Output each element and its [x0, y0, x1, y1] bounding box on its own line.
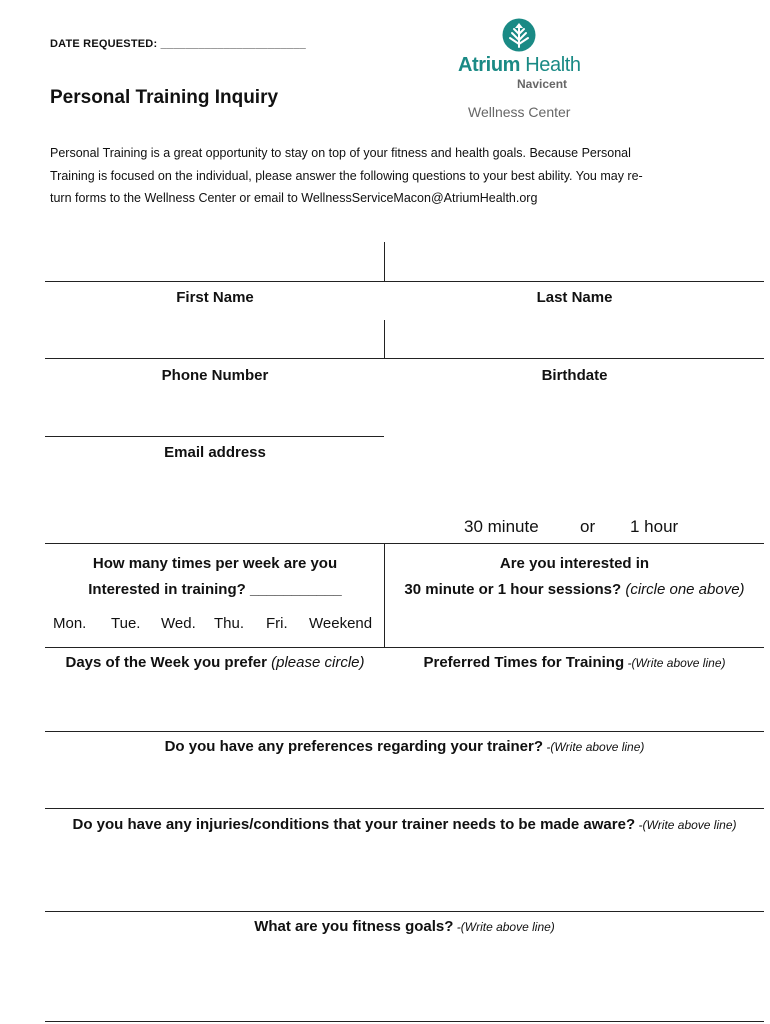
sessions-question — [385, 551, 764, 603]
session-option-30[interactable]: 30 minute — [464, 517, 539, 536]
day-option-mon[interactable]: Mon. — [53, 615, 87, 632]
last-name-label: Last Name — [536, 289, 613, 306]
times-hint: -(Write above line) — [624, 656, 726, 670]
day-option-thu[interactable]: Thu. — [214, 615, 245, 632]
name-divider — [384, 242, 385, 282]
days-hint: (please circle) — [266, 654, 365, 671]
email-line[interactable] — [45, 436, 384, 437]
days-label-text: Days of the Week you prefer — [65, 654, 267, 671]
intro-paragraph — [50, 142, 720, 210]
bottom-line[interactable] — [45, 1021, 764, 1022]
trainer-label-text: Do you have any preferences regarding your trainer? — [164, 738, 544, 755]
days-line — [45, 647, 764, 648]
goals-hint: -(Write above line) — [453, 920, 555, 934]
date-requested — [50, 38, 306, 50]
day-option-tue[interactable]: Tue. — [111, 615, 141, 632]
sessions-hint: (circle one above) — [621, 581, 745, 598]
sessions-line-1: Are you interested in — [499, 555, 650, 572]
injuries-hint: -(Write above line) — [635, 818, 737, 832]
birthdate-label: Birthdate — [541, 367, 608, 384]
injuries-label — [45, 816, 764, 833]
logo-sub: Navicent — [517, 77, 568, 91]
logo-brand-light: Health — [520, 54, 581, 76]
session-option-or: or — [580, 517, 596, 536]
trainer-label — [45, 738, 764, 755]
injuries-line[interactable] — [45, 808, 764, 809]
page-title: Personal Training Inquiry — [50, 87, 279, 108]
days-label — [45, 654, 385, 671]
trainer-hint: -(Write above line) — [543, 740, 645, 754]
times-label-text: Preferred Times for Training — [423, 654, 625, 671]
goals-label-text: What are you fitness goals? — [254, 918, 454, 935]
intro-line-1: Personal Training is a great opportunity to stay on top of your fitness and health goals. Because Personal — [50, 146, 631, 160]
frequency-line-1: How many times per week are you — [92, 555, 338, 572]
goals-label — [45, 918, 764, 935]
logo — [455, 18, 590, 128]
tree-icon — [502, 18, 536, 52]
day-option-weekend[interactable]: Weekend — [309, 615, 373, 632]
phone-label: Phone Number — [161, 367, 269, 384]
intro-line-2: Training is focused on the individual, please answer the following questions to your best ability. You may re- — [50, 168, 643, 183]
frequency-question — [45, 551, 385, 603]
sessions-line-2-text: 30 minute or 1 hour sessions? — [404, 581, 622, 598]
trainer-line[interactable] — [45, 731, 764, 732]
phone-line[interactable] — [45, 358, 764, 359]
first-name-line[interactable] — [45, 281, 764, 282]
session-option-60[interactable]: 1 hour — [630, 517, 679, 536]
intro-line-3: turn forms to the Wellness Center or email to WellnessServiceMacon@AtriumHealth.org — [50, 191, 538, 205]
day-option-fri[interactable]: Fri. — [266, 615, 288, 632]
first-name-label: First Name — [176, 289, 254, 306]
day-option-wed[interactable]: Wed. — [161, 615, 196, 632]
logo-brand-bold: Atrium — [458, 54, 521, 76]
injuries-label-text: Do you have any injuries/conditions that your trainer needs to be made aware? — [72, 816, 636, 833]
phone-divider — [384, 320, 385, 359]
times-label — [385, 654, 764, 671]
sessions-line-2 — [385, 577, 764, 603]
goals-line[interactable] — [45, 911, 764, 912]
logo-brand — [458, 54, 581, 77]
date-requested-label: DATE REQUESTED: — [50, 38, 158, 50]
frequency-line-2[interactable]: Interested in training? ___________ — [88, 581, 342, 598]
email-label: Email address — [164, 444, 266, 461]
date-requested-field[interactable]: _______________________ — [160, 38, 306, 50]
logo-department: Wellness Center — [468, 104, 571, 120]
sessions-line — [45, 543, 764, 544]
